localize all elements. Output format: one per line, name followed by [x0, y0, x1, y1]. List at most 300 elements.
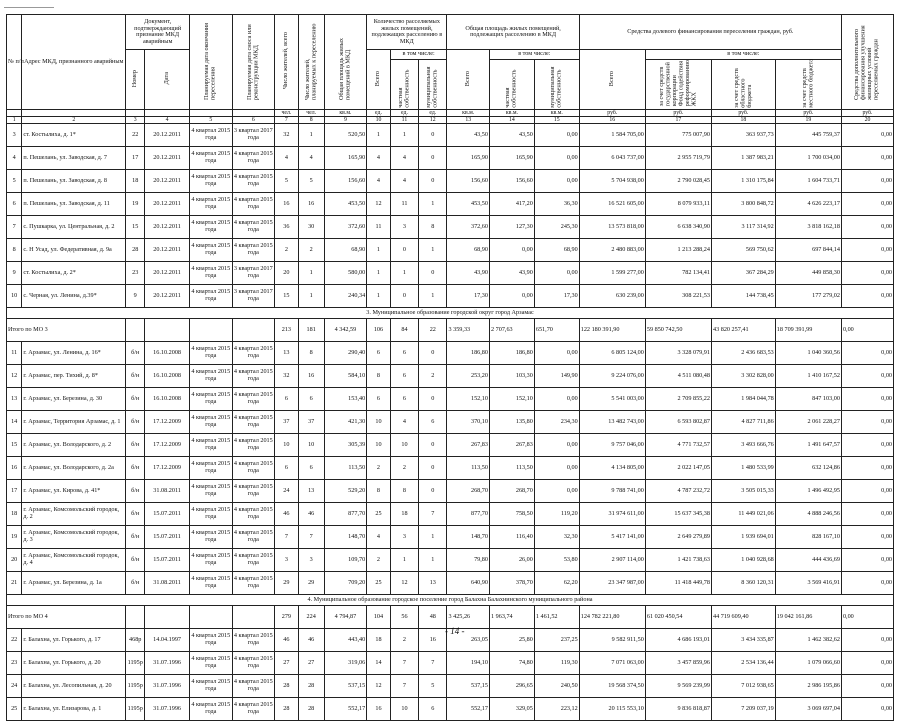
table-cell: 9 788 741,00	[579, 479, 645, 502]
table-cell: 537,15	[447, 674, 490, 697]
table-cell: 16.10.2008	[145, 364, 190, 387]
table-cell: 16	[419, 628, 447, 651]
table-cell: 17,30	[447, 284, 490, 307]
table-cell: 1195р	[126, 674, 145, 697]
table-row	[7, 674, 894, 697]
table-cell: б/н	[126, 571, 145, 594]
table-cell: б/н	[126, 364, 145, 387]
table-cell: 11	[390, 192, 418, 215]
table-cell: 6	[275, 387, 299, 410]
table-cell: 9 836 818,87	[645, 697, 711, 720]
table-cell: 7	[419, 502, 447, 525]
table-cell: 319,06	[324, 651, 367, 674]
table-cell: 16	[7, 456, 22, 479]
table-cell: 109,70	[324, 548, 367, 571]
table-cell: б/н	[126, 433, 145, 456]
col-money-total-header: Всего	[579, 50, 645, 110]
table-cell: 6	[419, 697, 447, 720]
column-numbers-row-cell: 9	[324, 116, 367, 123]
table-cell: 1	[390, 548, 418, 571]
total-cell: 2 707,63	[489, 318, 534, 341]
table-cell: 31 974 611,00	[579, 502, 645, 525]
table-cell: 11	[367, 215, 391, 238]
table-cell: 0,00	[841, 651, 893, 674]
total-cell	[232, 605, 275, 628]
total-cell: 122 180 391,90	[579, 318, 645, 341]
table-row	[7, 169, 894, 192]
table-cell: 4 квартал 2015 года	[232, 238, 275, 261]
table-cell: 1	[367, 284, 391, 307]
col-count-total-header: Всего	[367, 50, 391, 110]
table-cell: 372,60	[447, 215, 490, 238]
total-cell	[232, 318, 275, 341]
table-cell: 3 квартал 2017 года	[232, 284, 275, 307]
table-cell: 25	[7, 697, 22, 720]
table-cell: 8 360 120,31	[711, 571, 775, 594]
table-cell: 877,70	[324, 502, 367, 525]
table-cell: 4 квартал 2015 года	[190, 410, 233, 433]
table-row	[7, 502, 894, 525]
total-cell: 3 425,26	[447, 605, 490, 628]
table-cell: 584,10	[324, 364, 367, 387]
table-row	[7, 261, 894, 284]
table-cell: 1 496 492,95	[775, 479, 841, 502]
table-cell: 453,50	[447, 192, 490, 215]
table-cell: 153,40	[324, 387, 367, 410]
table-cell: 31.07.1996	[145, 674, 190, 697]
table-cell: 1	[419, 525, 447, 548]
table-cell: 1 213 288,24	[645, 238, 711, 261]
table-cell: 1 462 382,62	[775, 628, 841, 651]
table-cell: 2 709 855,22	[645, 387, 711, 410]
table-cell: 20 115 553,10	[579, 697, 645, 720]
table-cell: 0,00	[841, 479, 893, 502]
table-cell: 7	[390, 651, 418, 674]
table-row	[7, 192, 894, 215]
table-cell: 4 квартал 2015 года	[232, 215, 275, 238]
table-cell: 9	[7, 261, 22, 284]
total-cell	[145, 318, 190, 341]
table-cell: 0,00	[841, 215, 893, 238]
table-cell: 4 квартал 2015 года	[232, 502, 275, 525]
units-row-cell: руб.	[775, 109, 841, 116]
table-cell: 10	[367, 410, 391, 433]
table-cell: 23	[7, 651, 22, 674]
total-cell	[126, 318, 145, 341]
table-cell: 4 квартал 2015 года	[190, 192, 233, 215]
table-cell: 18	[367, 628, 391, 651]
table-cell: 443,40	[324, 628, 367, 651]
table-cell: 165,90	[324, 146, 367, 169]
table-cell: 148,70	[447, 525, 490, 548]
table-cell: 13 482 743,00	[579, 410, 645, 433]
table-cell: с. Пушкарка, ул. Центральная, д. 2	[22, 215, 126, 238]
total-cell: 59 850 742,50	[645, 318, 711, 341]
table-cell: 22	[7, 628, 22, 651]
units-row-cell: чел.	[275, 109, 299, 116]
table-cell: 3	[390, 215, 418, 238]
col-area-private-header: частная собственность	[489, 60, 534, 110]
table-cell: 697 844,14	[775, 238, 841, 261]
col-fund-header: за счет средств государственной корпорации Фонд содействия реформированию ЖКХ	[645, 60, 711, 110]
table-cell: 3 505 015,33	[711, 479, 775, 502]
table-cell: 144 738,45	[711, 284, 775, 307]
table-cell: 28	[298, 674, 324, 697]
col-doc-date-header: Дата	[145, 50, 190, 110]
table-cell: 177 279,02	[775, 284, 841, 307]
table-cell: 5 541 003,00	[579, 387, 645, 410]
table-cell: 0,00	[841, 284, 893, 307]
units-row-cell: ед.	[419, 109, 447, 116]
table-cell: с. Черная, ул. Ленина, д.39*	[22, 284, 126, 307]
table-row	[7, 146, 894, 169]
table-cell: 421,30	[324, 410, 367, 433]
table-cell: 13	[298, 479, 324, 502]
table-cell: 6	[419, 410, 447, 433]
table-cell: 25,80	[489, 628, 534, 651]
table-cell: 4 квартал 2015 года	[190, 261, 233, 284]
units-row-cell: чел.	[298, 109, 324, 116]
table-cell: 1195р	[126, 697, 145, 720]
table-cell: 19	[7, 525, 22, 548]
table-cell: б/н	[126, 548, 145, 571]
table-cell: 21	[7, 571, 22, 594]
table-cell: 74,80	[489, 651, 534, 674]
table-cell: 7	[298, 525, 324, 548]
table-cell: 9 757 046,00	[579, 433, 645, 456]
table-cell: 36	[275, 215, 299, 238]
table-cell: 1	[298, 123, 324, 146]
table-cell: 20.12.2011	[145, 261, 190, 284]
units-row-cell	[126, 109, 145, 116]
table-cell: 4 626 223,17	[775, 192, 841, 215]
table-cell: с. Н Усад, ул. Федеративная, д. 9а	[22, 238, 126, 261]
table-cell: 445 759,37	[775, 123, 841, 146]
col-planned-end-header: Планируемая дата окончания переселения	[190, 15, 233, 110]
table-cell: б/н	[126, 525, 145, 548]
table-cell: 0,00	[841, 364, 893, 387]
table-cell: 0	[419, 169, 447, 192]
col-area-total-header: Всего	[447, 50, 490, 110]
table-cell: г. Арзамас, Территория Арзамас, д. 1	[22, 410, 126, 433]
table-cell: 43,90	[447, 261, 490, 284]
table-cell: 268,70	[489, 479, 534, 502]
table-cell: 847 103,00	[775, 387, 841, 410]
table-cell: 13	[419, 571, 447, 594]
table-cell: 3	[390, 525, 418, 548]
table-cell: б/н	[126, 502, 145, 525]
units-row-cell: руб.	[711, 109, 775, 116]
table-cell: 53,80	[534, 548, 579, 571]
table-cell: 7 012 938,65	[711, 674, 775, 697]
table-cell: 0,00	[841, 169, 893, 192]
table-cell: 0,00	[841, 502, 893, 525]
table-row	[7, 215, 894, 238]
table-cell: 4 квартал 2015 года	[232, 571, 275, 594]
table-cell: 1	[419, 238, 447, 261]
table-cell: 4 квартал 2015 года	[232, 433, 275, 456]
table-cell: 4	[390, 146, 418, 169]
table-cell: 4	[390, 169, 418, 192]
col-area-group-header: Общая площадь жилых помещений, подлежащих расселению в МКД	[447, 15, 579, 50]
table-cell: 32,30	[534, 525, 579, 548]
table-cell: 148,70	[324, 525, 367, 548]
table-cell: 4	[298, 146, 324, 169]
table-cell: 19	[126, 192, 145, 215]
total-cell: 3 359,33	[447, 318, 490, 341]
table-cell: 3 квартал 2017 года	[232, 261, 275, 284]
table-cell: 4 квартал 2015 года	[190, 341, 233, 364]
table-cell: 2 436 683,53	[711, 341, 775, 364]
table-cell: 25	[367, 571, 391, 594]
table-cell: 16	[275, 192, 299, 215]
table-cell: 0,00	[841, 548, 893, 571]
col-residents-header: Число жителей, всего	[275, 15, 299, 110]
table-cell: г. Арзамас, ул. Кирова, д. 41*	[22, 479, 126, 502]
page-number: - 14 -	[445, 626, 465, 636]
table-cell: 119,30	[534, 651, 579, 674]
table-cell: 4 квартал 2015 года	[190, 651, 233, 674]
col-number-header: № п/п	[7, 15, 22, 110]
table-cell: 19 568 374,50	[579, 674, 645, 697]
table-cell: 2 022 147,05	[645, 456, 711, 479]
table-cell: г. Арзамас, ул. Володарского, д. 2а	[22, 456, 126, 479]
table-cell: 520,50	[324, 123, 367, 146]
total-cell: 124 782 221,80	[579, 605, 645, 628]
table-cell: 0,00	[841, 525, 893, 548]
table-cell: 152,10	[447, 387, 490, 410]
table-cell: 20	[275, 261, 299, 284]
table-cell: 1 984 044,78	[711, 387, 775, 410]
table-cell: 3 069 697,04	[775, 697, 841, 720]
table-cell: 4	[7, 146, 22, 169]
table-cell: 2 790 028,45	[645, 169, 711, 192]
table-cell: 3 800 848,72	[711, 192, 775, 215]
table-cell: 1	[390, 261, 418, 284]
table-cell: 0	[419, 341, 447, 364]
section-row	[7, 307, 894, 318]
table-cell: 3 457 859,96	[645, 651, 711, 674]
table-cell: 0,00	[841, 123, 893, 146]
table-cell: 186,80	[489, 341, 534, 364]
table-cell: г. Балахна, ул. Елизарова, д. 1	[22, 697, 126, 720]
table-cell: 1 599 277,00	[579, 261, 645, 284]
table-cell: 4 134 805,00	[579, 456, 645, 479]
table-cell: 43,50	[489, 123, 534, 146]
table-cell: г. Арзамас, ул. Володарского, д. 2	[22, 433, 126, 456]
table-cell: 37	[275, 410, 299, 433]
table-cell: 363 937,73	[711, 123, 775, 146]
col-doc-number-header: Номер	[126, 50, 145, 110]
table-cell: 17,30	[534, 284, 579, 307]
table-cell: 4 квартал 2015 года	[190, 697, 233, 720]
table-cell: 116,40	[489, 525, 534, 548]
table-cell: 1	[298, 284, 324, 307]
table-cell: 15	[275, 284, 299, 307]
total-cell: 43 820 257,41	[711, 318, 775, 341]
table-cell: 268,70	[447, 479, 490, 502]
table-cell: 1 387 983,21	[711, 146, 775, 169]
table-cell: 2 480 883,00	[579, 238, 645, 261]
table-cell: 0,00	[841, 456, 893, 479]
table-cell: 6 593 802,87	[645, 410, 711, 433]
table-cell: 16	[298, 364, 324, 387]
count-in-that-header: в том числе:	[390, 50, 447, 60]
table-cell: 0,00	[841, 192, 893, 215]
table-cell: б/н	[126, 456, 145, 479]
table-cell: 0	[419, 479, 447, 502]
table-cell: 378,70	[489, 571, 534, 594]
table-cell: 0	[419, 433, 447, 456]
money-in-that-header: в том числе:	[645, 50, 841, 60]
table-cell: 68,90	[447, 238, 490, 261]
units-row-cell	[190, 109, 233, 116]
units-row-cell: кв.м.	[447, 109, 490, 116]
table-cell: 3 117 314,92	[711, 215, 775, 238]
table-cell: 3 квартал 2017 года	[232, 123, 275, 146]
table-cell: 5	[275, 169, 299, 192]
table-row	[7, 456, 894, 479]
table-cell: 12	[7, 364, 22, 387]
table-cell: 4 квартал 2015 года	[190, 215, 233, 238]
column-numbers-row-cell: 20	[841, 116, 893, 123]
table-cell: 5	[298, 169, 324, 192]
table-cell: 0,00	[534, 261, 579, 284]
table-cell: 468р	[126, 628, 145, 651]
table-cell: 79,80	[447, 548, 490, 571]
table-cell: 1 584 705,00	[579, 123, 645, 146]
table-cell: 9 224 076,00	[579, 364, 645, 387]
column-numbers-row-cell: 18	[711, 116, 775, 123]
table-cell: 6	[298, 456, 324, 479]
table-cell: 10	[390, 433, 418, 456]
table-cell: 68,90	[324, 238, 367, 261]
table-cell: 828 167,10	[775, 525, 841, 548]
column-numbers-row-cell: 5	[190, 116, 233, 123]
table-cell: 2	[390, 628, 418, 651]
table-cell: 2 907 114,00	[579, 548, 645, 571]
table-cell: 0,00	[841, 341, 893, 364]
table-cell: 2	[275, 238, 299, 261]
table-cell: г. Арзамас, ул. Березина, д. 30	[22, 387, 126, 410]
units-row-cell	[232, 109, 275, 116]
table-cell: 263,05	[447, 628, 490, 651]
table-cell: 6 805 124,00	[579, 341, 645, 364]
table-cell: 7 209 037,19	[711, 697, 775, 720]
table-cell: 630 239,00	[579, 284, 645, 307]
table-cell: 3 818 162,18	[775, 215, 841, 238]
table-cell: 16.10.2008	[145, 341, 190, 364]
column-numbers-row-cell: 8	[298, 116, 324, 123]
column-numbers-row-cell: 6	[232, 116, 275, 123]
units-row-cell: кв.м.	[324, 109, 367, 116]
table-cell: 20	[7, 548, 22, 571]
table-cell: 1	[367, 261, 391, 284]
table-cell: 4	[367, 525, 391, 548]
table-cell: 1	[419, 192, 447, 215]
table-row	[7, 525, 894, 548]
table-cell: 32	[275, 123, 299, 146]
table-cell: 8	[367, 364, 391, 387]
table-cell: 13 573 818,00	[579, 215, 645, 238]
column-numbers-row-cell: 3	[126, 116, 145, 123]
table-cell: 4 511 080,48	[645, 364, 711, 387]
table-cell: 3	[275, 548, 299, 571]
table-cell: 7	[390, 674, 418, 697]
table-cell: 569 750,62	[711, 238, 775, 261]
table-cell: 20.12.2011	[145, 146, 190, 169]
table-cell: 240,50	[534, 674, 579, 697]
column-numbers-row-cell: 7	[275, 116, 299, 123]
table-cell: 0,00	[841, 387, 893, 410]
table-cell: 1 040 360,56	[775, 341, 841, 364]
table-cell: 12	[367, 674, 391, 697]
table-cell: 9 569 239,99	[645, 674, 711, 697]
table-cell: 25	[367, 502, 391, 525]
total-cell: 181	[298, 318, 324, 341]
table-cell: 135,80	[489, 410, 534, 433]
total-cell: Итого по МО 3	[7, 318, 126, 341]
table-cell: 0,00	[534, 479, 579, 502]
table-cell: 529,20	[324, 479, 367, 502]
table-cell: 113,50	[324, 456, 367, 479]
table-cell: 8	[7, 238, 22, 261]
table-row	[7, 284, 894, 307]
table-cell: 18	[390, 502, 418, 525]
table-cell: 1	[367, 123, 391, 146]
table-cell: 1	[390, 123, 418, 146]
table-cell: 18	[126, 169, 145, 192]
table-cell: 0,00	[841, 433, 893, 456]
table-cell: 4 квартал 2015 года	[190, 571, 233, 594]
table-cell: 290,40	[324, 341, 367, 364]
table-cell: 4 квартал 2015 года	[190, 525, 233, 548]
table-cell: 46	[298, 628, 324, 651]
column-numbers-row-cell: 10	[367, 116, 391, 123]
units-row-cell: кв.м.	[534, 109, 579, 116]
column-numbers-row-cell: 12	[419, 116, 447, 123]
table-cell: 4 квартал 2015 года	[232, 479, 275, 502]
table-cell: б/н	[126, 341, 145, 364]
table-cell: 4 квартал 2015 года	[190, 123, 233, 146]
table-cell: 1	[367, 238, 391, 261]
table-cell: 1 491 647,57	[775, 433, 841, 456]
table-cell: 152,10	[489, 387, 534, 410]
table-cell: 32	[275, 364, 299, 387]
table-row	[7, 341, 894, 364]
col-count-group-header: Количество расселяемых жилых помещений, подлежащих расселению в МКД	[367, 15, 447, 50]
table-cell: 782 134,41	[645, 261, 711, 284]
table-cell: 4 квартал 2015 года	[190, 284, 233, 307]
table-cell: 0	[419, 261, 447, 284]
table-cell: 2	[390, 456, 418, 479]
table-cell: 537,15	[324, 674, 367, 697]
table-cell: 9 582 911,50	[579, 628, 645, 651]
table-cell: 113,50	[447, 456, 490, 479]
table-cell: 0,00	[841, 238, 893, 261]
table-cell: 15.07.2011	[145, 525, 190, 548]
table-cell: 16 521 605,00	[579, 192, 645, 215]
table-cell: 113,50	[489, 456, 534, 479]
table-cell: г. Арзамас, Комсомольский городок, д. 2	[22, 502, 126, 525]
units-row-cell: руб.	[645, 109, 711, 116]
table-cell: ст. Костылихa, д. 1*	[22, 123, 126, 146]
table-cell: 16	[298, 192, 324, 215]
table-cell: 305,39	[324, 433, 367, 456]
table-cell: 29	[298, 571, 324, 594]
table-cell: 4 квартал 2015 года	[190, 456, 233, 479]
table-cell: 9	[126, 284, 145, 307]
